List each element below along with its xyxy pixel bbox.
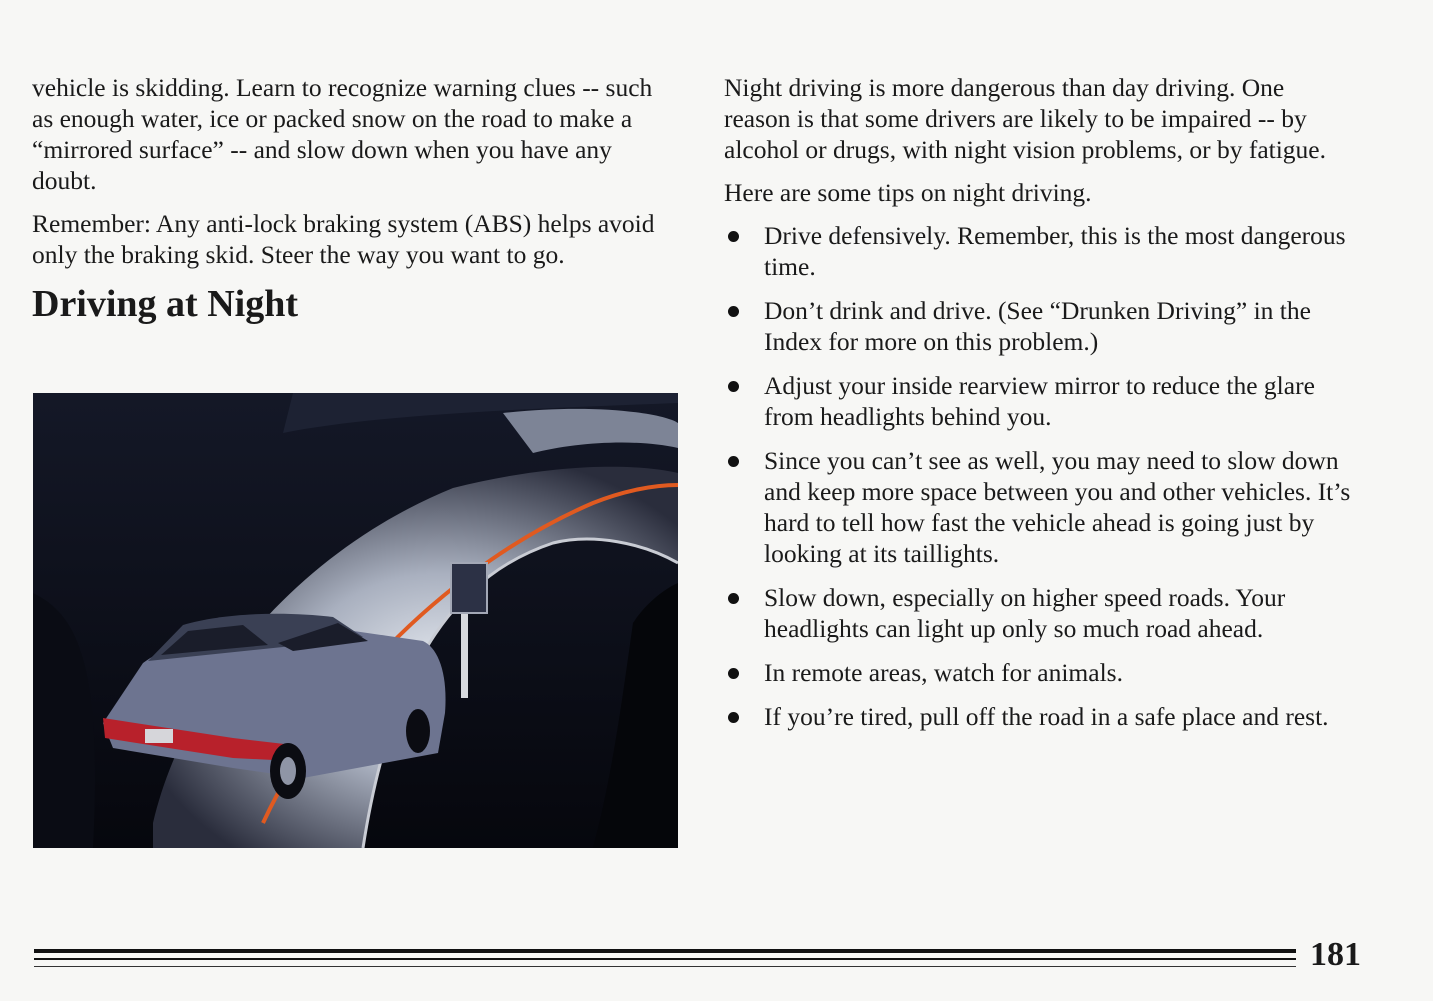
section-heading: Driving at Night [32,283,298,325]
night-danger-paragraph: Night driving is more dangerous than day driving. One reason is that some drivers are likely to be impaired -- by alcohol or drugs, with night vision problems, or by fatigue. [724,73,1327,164]
footer-rule [34,958,1296,960]
bullet-icon [728,668,739,679]
night-driving-illustration [33,393,678,848]
bullet-icon [728,231,739,242]
list-item: Slow down, especially on higher speed roads. Your headlights can light up only so much road ahead. [724,582,1354,644]
tips-list [724,220,1354,732]
bullet-icon [728,456,739,467]
list-item: If you’re tired, pull off the road in a safe place and rest. [724,701,1354,732]
bullet-icon [728,593,739,604]
list-item: Since you can’t see as well, you may need to slow down and keep more space between you and other vehicles. It’s hard to tell how fast the vehicle ahead is going just by looking at its taillights. [724,445,1354,569]
bullet-icon [728,712,739,723]
abs-reminder-paragraph: Remember: Any anti-lock braking system (ABS) helps avoid only the braking skid. Steer the way you want to go. [32,209,655,269]
list-item: In remote areas, watch for animals. [724,657,1354,688]
footer-rule [34,966,1296,967]
list-item: Adjust your inside rearview mirror to reduce the glare from headlights behind you. [724,370,1354,432]
skid-warning-paragraph: vehicle is skidding. Learn to recognize warning clues -- such as enough water, ice or packed snow on the road to make a “mirrored surface” -- and slow down when you have any doubt. [32,73,653,195]
bullet-icon [728,306,739,317]
tips-intro: Here are some tips on night driving. [724,178,1092,207]
left-column [32,72,672,326]
page-number: 181 [1310,936,1361,973]
footer-rule [34,949,1296,953]
list-item: Don’t drink and drive. (See “Drunken Driving” in the Index for more on this problem.) [724,295,1354,357]
night-road-car-image [33,393,678,848]
right-column [724,72,1354,745]
bullet-icon [728,381,739,392]
list-item: Drive defensively. Remember, this is the most dangerous time. [724,220,1354,282]
